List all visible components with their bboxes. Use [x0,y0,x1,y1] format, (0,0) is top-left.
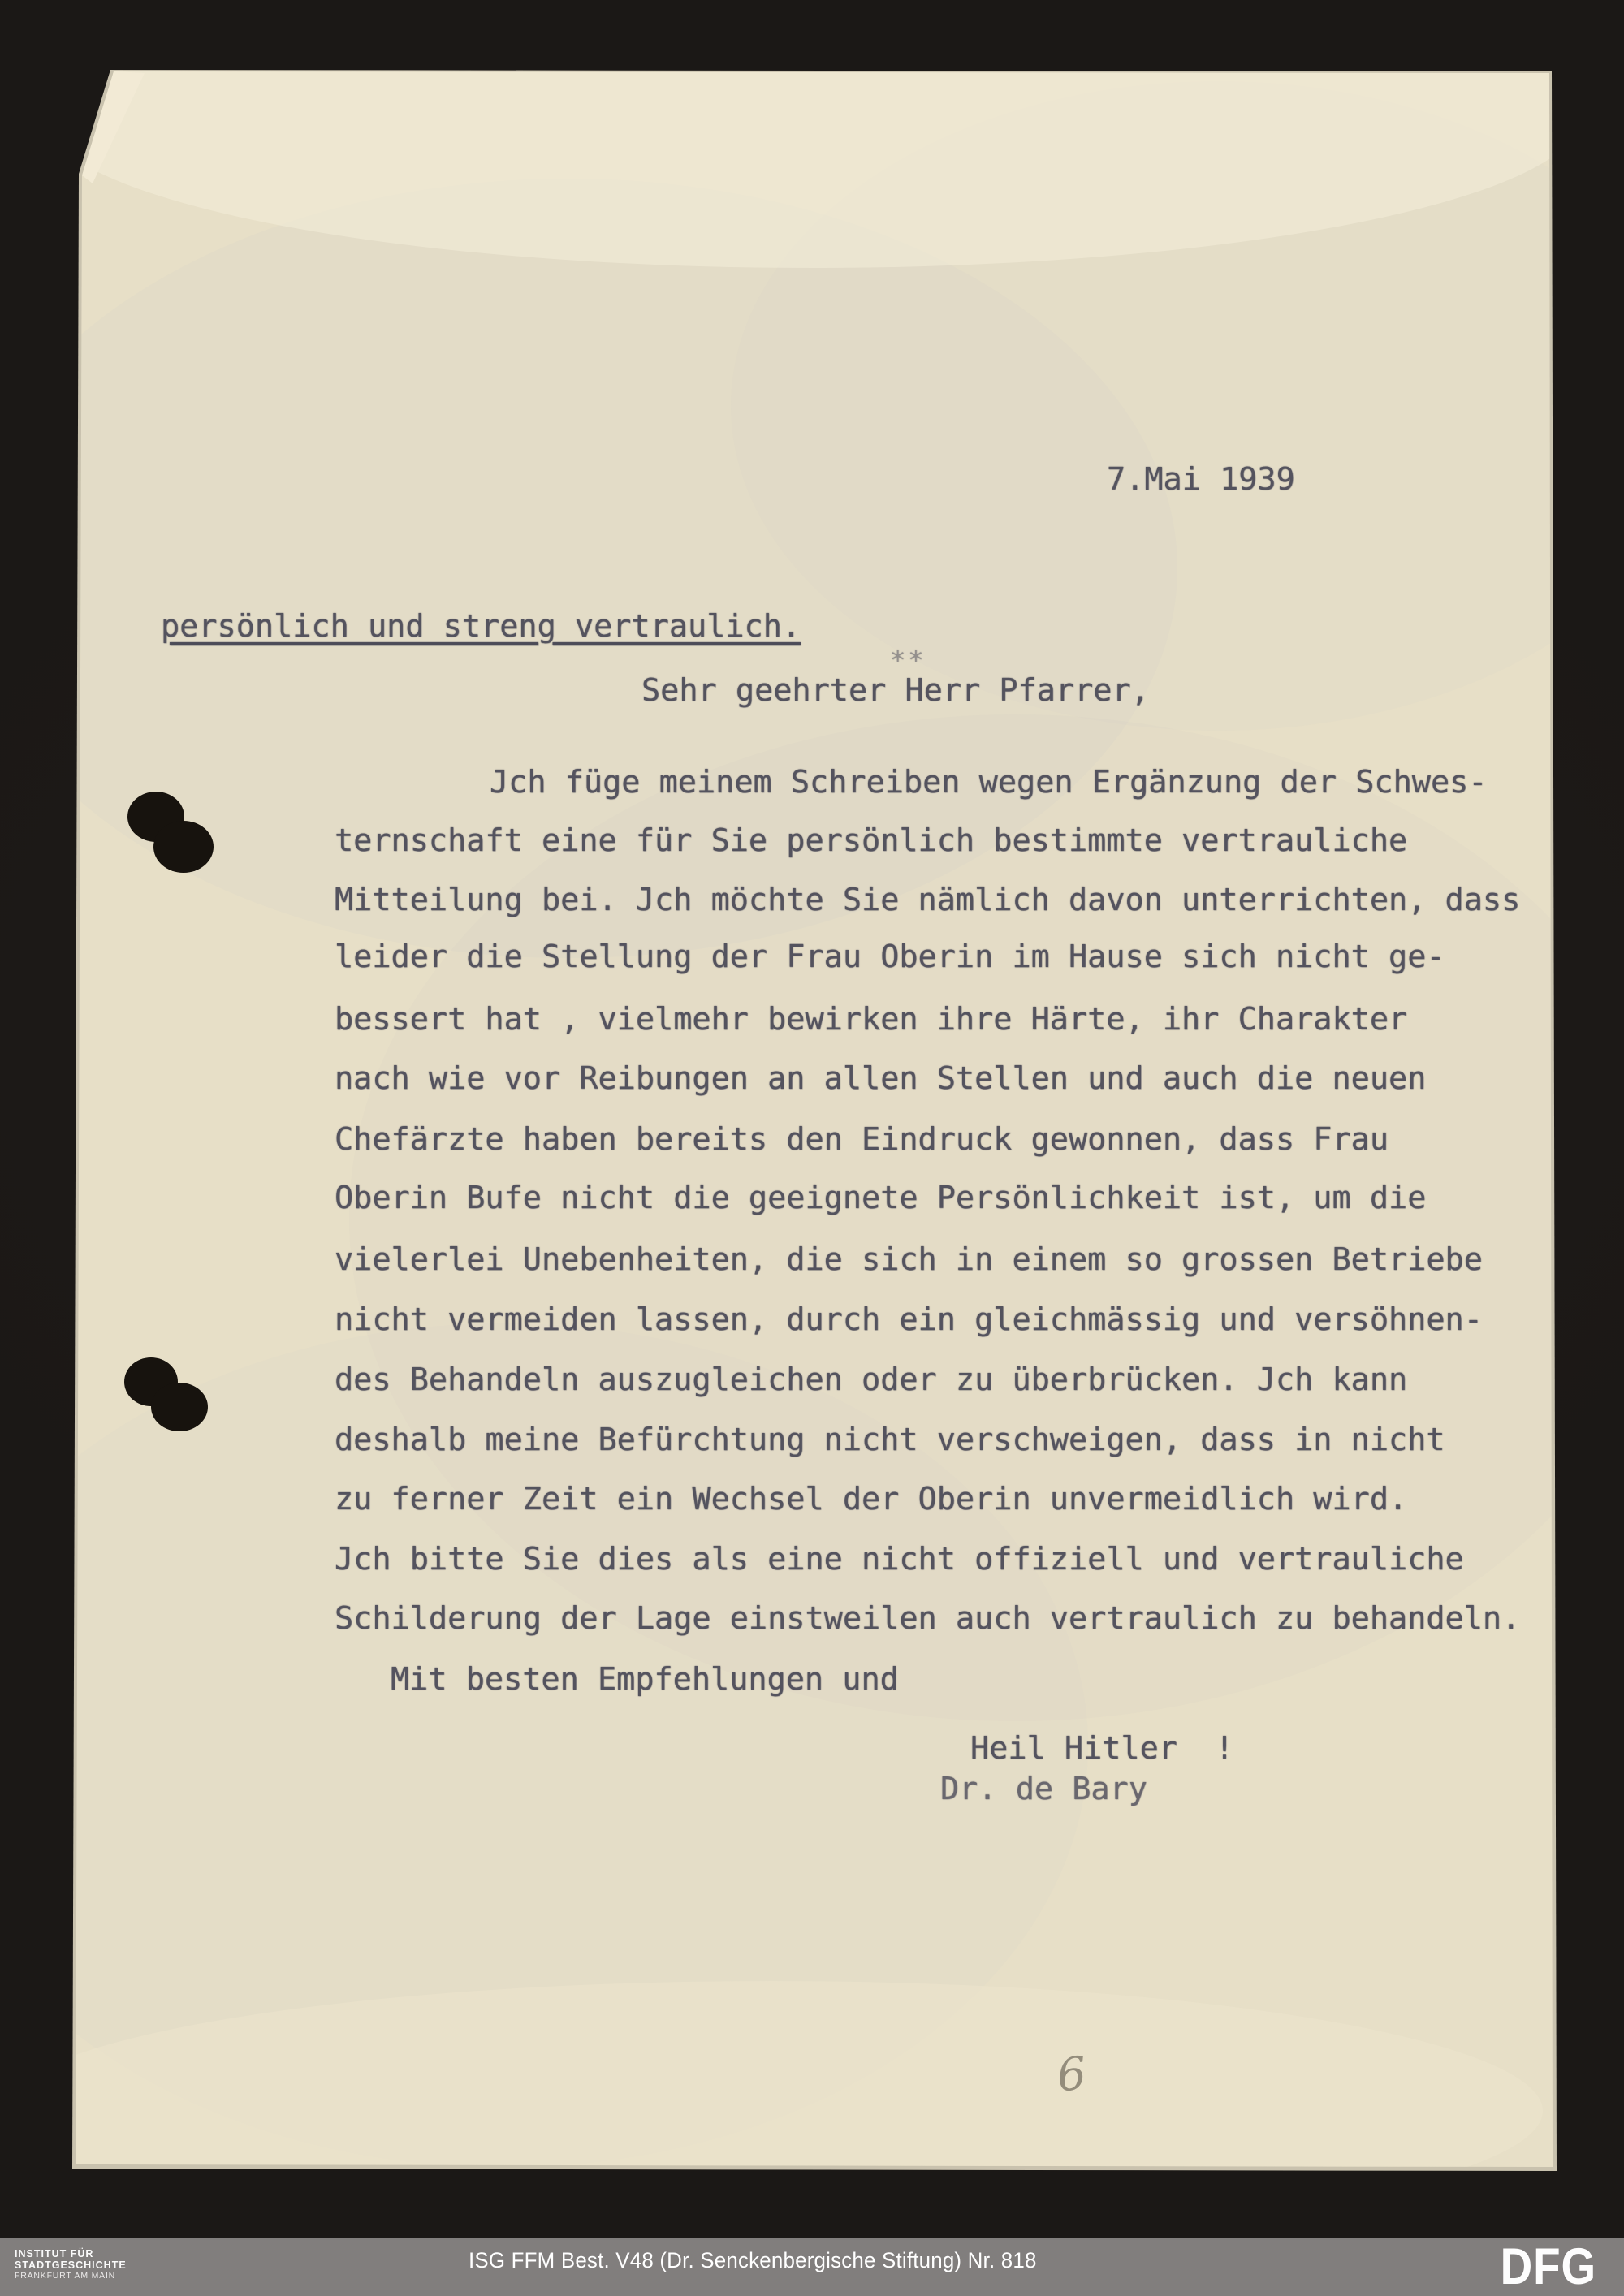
salute-line: Heil Hitler ! [970,1730,1234,1767]
body-line: zu ferner Zeit ein Wechsel der Oberin unvermeidlich wird. [335,1481,1408,1517]
body-line: nach wie vor Reibungen an allen Stellen und auch die neuen [335,1060,1427,1097]
typed-asterisk-mark: ** [890,645,926,675]
salutation: Sehr geehrter Herr Pfarrer, [641,672,1150,709]
body-line: bessert hat , vielmehr bewirken ihre Härte, ihr Charakter [335,1001,1408,1038]
institute-name-line3: FRANKFURT AM MAIN [15,2271,116,2281]
body-line: Jch füge meinem Schreiben wegen Ergänzung der Schwes- [490,764,1488,801]
footer-bar [0,2238,1624,2296]
body-line: Oberin Bufe nicht die geeignete Persönlichkeit ist, um die [335,1180,1427,1216]
body-line: Schilderung der Lage einstweilen auch vertraulich zu behandeln. [335,1600,1521,1637]
dfg-logo: DFG [1500,2238,1596,2295]
handwritten-page-number: 6 [1055,2047,1089,2103]
body-line: Jch bitte Sie dies als eine nicht offiziell und vertrauliche [335,1541,1464,1577]
institute-name-line1: INSTITUT FÜR [15,2248,94,2259]
letter-date: 7.Mai 1939 [1107,461,1295,498]
body-line: deshalb meine Befürchtung nicht verschweigen, dass in nicht [335,1422,1445,1458]
body-line: Mitteilung bei. Jch möchte Sie nämlich davon unterrichten, dass [335,882,1521,918]
body-line: ternschaft eine für Sie persönlich bestimmte vertrauliche [335,822,1408,859]
body-line: des Behandeln auszugleichen oder zu überbrücken. Jch kann [335,1362,1408,1398]
body-line: leider die Stellung der Frau Oberin im Hause sich nicht ge- [335,939,1445,975]
institute-logo [15,2248,127,2281]
signature: Dr. de Bary [940,1771,1147,1807]
closing-line: Mit besten Empfehlungen und [391,1661,899,1698]
body-line: vielerlei Unebenheiten, die sich in einem so grossen Betriebe [335,1241,1483,1278]
confidentiality-heading: persönlich und streng vertraulich. [161,608,801,645]
institute-name-line2: STADTGESCHICHTE [15,2259,127,2271]
body-line: nicht vermeiden lassen, durch ein gleichmässig und versöhnen- [335,1301,1483,1338]
body-line: Chefärzte haben bereits den Eindruck gewonnen, dass Frau [335,1121,1389,1158]
archive-reference: ISG FFM Best. V48 (Dr. Senckenbergische Stiftung) Nr. 818 [469,2248,1037,2272]
